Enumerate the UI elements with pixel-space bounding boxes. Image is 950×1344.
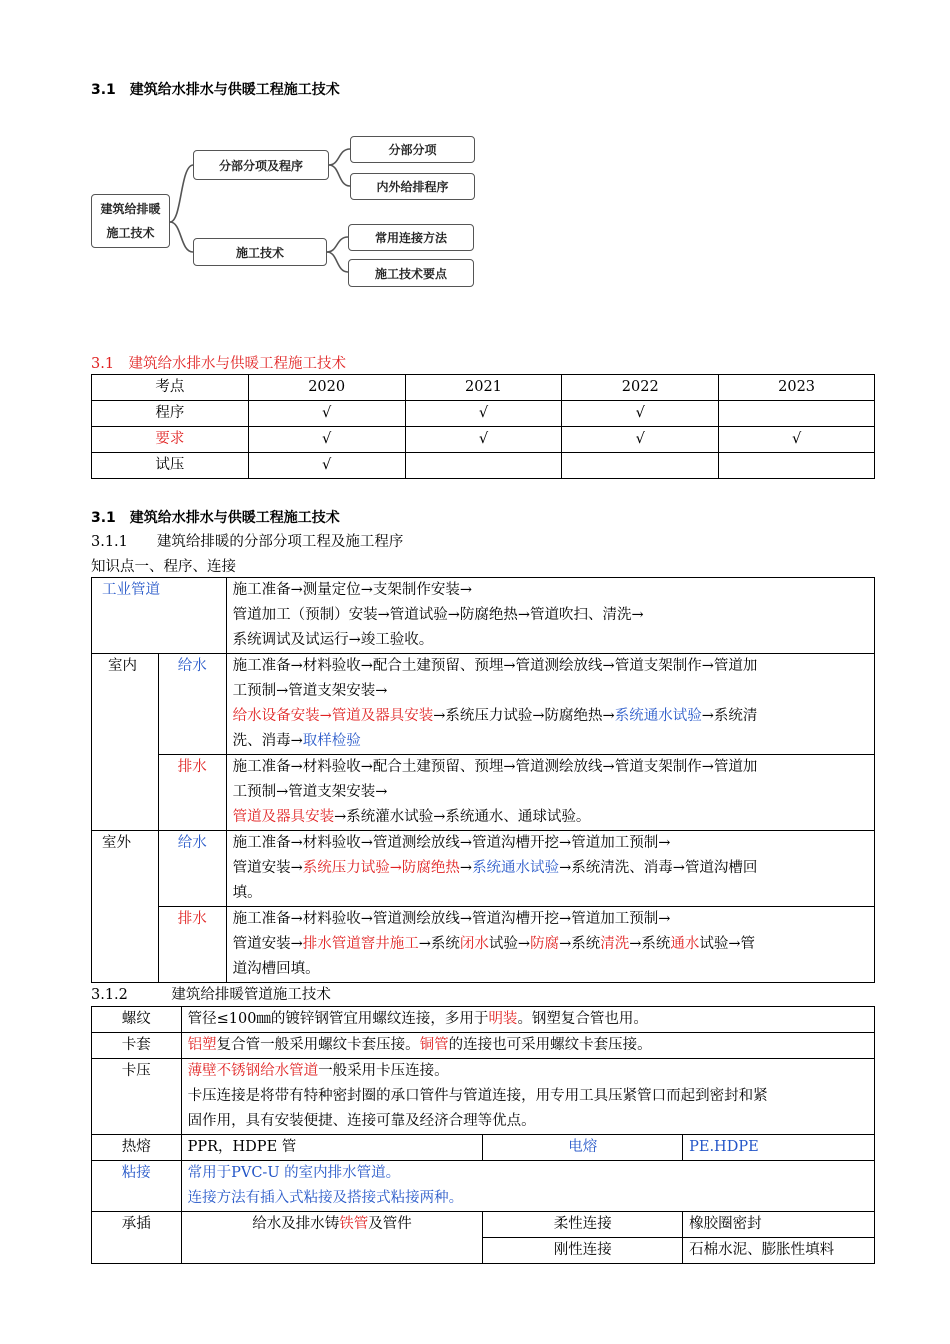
table-row: [92, 907, 875, 983]
exam-frequency-table: [91, 374, 875, 479]
table-row: [92, 1007, 875, 1033]
mind-map-leaf-procedure: 内外给排程序: [350, 173, 475, 200]
table-row: [92, 453, 875, 479]
process-line: [233, 805, 868, 830]
header-cell: 2020: [248, 375, 405, 401]
highlight-red: 闭水: [459, 936, 489, 952]
table-row: [92, 401, 875, 427]
ferrule-desc: [181, 1033, 874, 1059]
table-row: [92, 1135, 875, 1161]
process-line: 管道加工（预制）安装→管道试验→防腐绝热→管道吹扫、清洗→: [232, 607, 644, 623]
outdoor-supply-process: [226, 831, 874, 907]
desc-text: 及管件: [368, 1216, 412, 1232]
mind-map-leaf-subdivision: 分部分项: [350, 136, 475, 163]
process-text: →系统清: [701, 708, 758, 724]
subsection-3-1-1: 3.1.1 建筑给排暖的分部分项工程及施工程序: [91, 534, 404, 550]
check-cell: √: [562, 427, 719, 453]
process-line: [233, 704, 868, 729]
desc-line: 固作用，具有安装便捷、连接可靠及经济合理等优点。: [187, 1113, 536, 1129]
table-row: [92, 1212, 875, 1238]
table-row: [92, 578, 875, 654]
desc-text: 给水及排水铸: [252, 1216, 340, 1232]
check-cell: √: [719, 427, 875, 453]
check-cell: [562, 453, 719, 479]
hot-melt-label: 热熔: [92, 1135, 182, 1161]
highlight-red: 清洗: [600, 936, 630, 952]
process-text: 试验→: [488, 936, 531, 952]
procedure-table: [91, 577, 875, 983]
table-row: [92, 1059, 875, 1135]
industrial-process: [226, 578, 874, 654]
mind-map-leaf-key-points: 施工技术要点: [348, 259, 474, 287]
desc-line: [188, 1059, 868, 1084]
mind-map-branch-program: 分部分项及程序: [193, 150, 329, 180]
rigid-value: 石棉水泥、膨胀性填料: [683, 1238, 875, 1264]
highlight-red: 铁管: [339, 1216, 369, 1232]
flexible-value: 橡胶圈密封: [683, 1212, 875, 1238]
desc-text: 一般采用卡压连接。: [318, 1063, 449, 1079]
glue-desc: [181, 1161, 874, 1212]
process-line: 工预制→管道支架安装→: [232, 683, 388, 699]
process-text: →系统压力试验→防腐绝热→: [433, 708, 615, 724]
process-text: →系统: [629, 936, 671, 952]
desc-text: 复合管一般采用螺纹卡套压接。: [216, 1037, 420, 1053]
process-text: →系统: [418, 936, 460, 952]
highlight-red: 系统压力试验→防腐绝热: [302, 860, 460, 876]
section-heading-main: 3.1 建筑给水排水与供暖工程施工技术: [91, 510, 340, 526]
knowledge-point-title: 知识点一、程序、连接: [91, 559, 236, 575]
process-text: →系统灌水试验→系统通水、通球试验。: [334, 809, 591, 825]
process-text: 管道安装→: [232, 860, 303, 876]
highlight-blue: 取样检验: [302, 733, 361, 749]
table-row: [92, 755, 875, 831]
process-text: 管道安装→: [232, 936, 303, 952]
table-row: [92, 654, 875, 755]
highlight-red: 排水管道窨井施工: [302, 936, 419, 952]
header-cell: 2021: [405, 375, 562, 401]
indoor-drain-process: [226, 755, 874, 831]
process-line: 施工准备→材料验收→配合土建预留、预埋→管道测绘放线→管道支架制作→管道加: [232, 658, 758, 674]
hot-melt-value: PPR，HDPE 管: [181, 1135, 483, 1161]
process-line: 施工准备→测量定位→支架制作安装→: [232, 582, 473, 598]
table-row: [92, 1161, 875, 1212]
process-line: 工预制→管道支架安装→: [232, 784, 388, 800]
highlight-red: 明装: [488, 1011, 518, 1027]
row-label: 试压: [92, 453, 249, 479]
table-row: [92, 1033, 875, 1059]
highlight-red: 给水设备安装→管道及器具安装: [232, 708, 434, 724]
outdoor-drain-label: 排水: [158, 907, 226, 983]
desc-text: 。钢塑复合管也用。: [517, 1011, 648, 1027]
process-text: →系统清洗、消毒→管道沟槽回: [559, 860, 758, 876]
desc-line: 连接方法有插入式粘接及搭接式粘接两种。: [187, 1190, 464, 1206]
row-label: 程序: [92, 401, 249, 427]
process-line: 施工准备→材料验收→管道测绘放线→管道沟槽开挖→管道加工预制→: [232, 835, 671, 851]
table-header-row: [92, 375, 875, 401]
section-heading-exam: 3.1 建筑给水排水与供暖工程施工技术: [91, 356, 347, 372]
indoor-drain-label: 排水: [158, 755, 226, 831]
thread-desc: [181, 1007, 874, 1033]
highlight-blue: 系统通水试验: [472, 860, 560, 876]
check-cell: √: [248, 427, 405, 453]
desc-line: 常用于PVC-U 的室内排水管道。: [187, 1165, 401, 1181]
desc-text: 管径≤100㎜的镀锌钢管宜用螺纹连接，多用于: [187, 1011, 489, 1027]
indoor-supply-label: 给水: [158, 654, 226, 755]
mind-map-branch-technique: 施工技术: [193, 238, 327, 266]
highlight-red: 铝塑: [187, 1037, 217, 1053]
check-cell: √: [405, 427, 562, 453]
process-line: 施工准备→材料验收→管道测绘放线→管道沟槽开挖→管道加工预制→: [232, 911, 671, 927]
check-cell: √: [248, 453, 405, 479]
glue-label: 粘接: [92, 1161, 182, 1212]
process-line: 施工准备→材料验收→配合土建预留、预埋→管道测绘放线→管道支架制作→管道加: [232, 759, 758, 775]
rigid-label: 刚性连接: [483, 1238, 683, 1264]
table-row: [92, 831, 875, 907]
electrofusion-label: 电熔: [483, 1135, 683, 1161]
desc-text: 的连接也可采用螺纹卡套压接。: [448, 1037, 652, 1053]
industrial-label: 工业管道: [92, 578, 227, 654]
mind-map-root-line2: 施工技术: [106, 226, 155, 240]
check-cell: √: [405, 401, 562, 427]
subsection-3-1-2: 3.1.2 建筑给排暖管道施工技术: [91, 987, 331, 1003]
thread-label: 螺纹: [92, 1007, 182, 1033]
check-cell: √: [248, 401, 405, 427]
process-line: 道沟槽回填。: [232, 961, 320, 977]
outdoor-supply-label: 给水: [158, 831, 226, 907]
connection-methods-table: [91, 1006, 875, 1264]
mind-map-leaf-connection-methods: 常用连接方法: [348, 224, 474, 251]
process-line: 系统调试及试运行→竣工验收。: [232, 632, 434, 648]
outdoor-drain-process: [226, 907, 874, 983]
table-row: [92, 427, 875, 453]
mind-map-root-line1: 建筑给排暖: [100, 202, 161, 216]
header-cell: 2023: [719, 375, 875, 401]
highlight-blue: 系统通水试验: [614, 708, 702, 724]
socket-label: 承插: [92, 1212, 182, 1264]
electrofusion-value: PE.HDPE: [683, 1135, 875, 1161]
header-cell: 2022: [562, 375, 719, 401]
highlight-red: 防腐: [530, 936, 560, 952]
indoor-supply-process: [226, 654, 874, 755]
check-cell: [405, 453, 562, 479]
press-label: 卡压: [92, 1059, 182, 1135]
process-text: →: [459, 860, 473, 876]
row-label: 要求: [92, 427, 249, 453]
desc-line: 卡压连接是将带有特种密封圈的承口管件与管道连接，用专用工具压紧管口而起到密封和紧: [187, 1088, 768, 1104]
process-line: [233, 932, 868, 957]
press-desc: [181, 1059, 874, 1135]
header-cell: 考点: [92, 375, 249, 401]
process-line: [233, 729, 868, 754]
mind-map-connectors: [0, 0, 950, 300]
indoor-label: 室内: [92, 654, 159, 831]
highlight-red: 铜管: [419, 1037, 449, 1053]
outdoor-label: 室外: [92, 831, 159, 983]
check-cell: √: [562, 401, 719, 427]
process-text: 试验→管: [699, 936, 756, 952]
check-cell: [719, 401, 875, 427]
section-heading-top: 3.1 建筑给水排水与供暖工程施工技术: [91, 82, 340, 98]
highlight-red: 通水: [670, 936, 700, 952]
process-line: [233, 856, 868, 881]
process-line: 填。: [232, 885, 262, 901]
process-text: →系统: [559, 936, 601, 952]
flexible-label: 柔性连接: [483, 1212, 683, 1238]
highlight-red: 薄壁不锈钢给水管道: [187, 1063, 319, 1079]
highlight-red: 管道及器具安装: [232, 809, 335, 825]
socket-desc: [181, 1212, 483, 1264]
process-text: 洗、消毒→: [232, 733, 303, 749]
check-cell: [719, 453, 875, 479]
mind-map-root: [91, 194, 170, 248]
ferrule-label: 卡套: [92, 1033, 182, 1059]
